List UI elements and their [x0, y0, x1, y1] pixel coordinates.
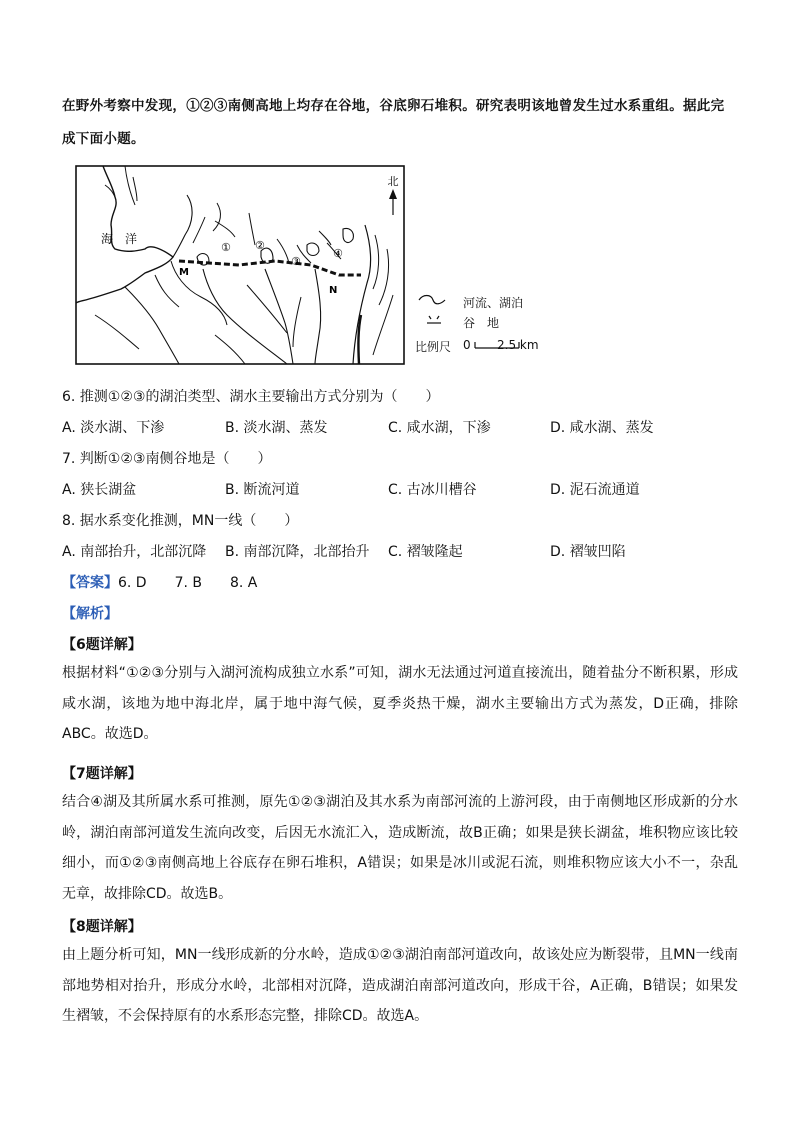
lake-4 [343, 228, 353, 242]
answer-line [62, 572, 257, 592]
question-8-stem: 8. 据水系变化推测，MN一线（ ） [62, 513, 299, 529]
detail-6-label: 【6题详解】 [62, 637, 142, 653]
q8-option-b: B. 南部沉降，北部抬升 [225, 544, 370, 560]
north-label: 北 [387, 175, 399, 188]
analysis-label: 【解析】 [62, 606, 118, 622]
scale-value: 2.5 km [497, 338, 539, 352]
intro-text: 在野外考察中发现，①②③南侧高地上均存在谷地，谷底卵石堆积。研究表明该地曾发生过水系重组。据此完成下面小题。 [62, 98, 725, 147]
map-frame [76, 166, 404, 364]
legend-river-icon [419, 296, 445, 304]
point-m-label: M [179, 267, 189, 278]
q7-option-b: B. 断流河道 [225, 482, 300, 498]
detail-8-label: 【8题详解】 [62, 919, 142, 935]
q6-option-a: A. 淡水湖、下渗 [62, 420, 165, 436]
river-system-map [75, 165, 405, 365]
scale-zero: 0 [463, 338, 471, 352]
legend-river-label: 河流、湖泊 [463, 296, 524, 310]
lake-label-3: ③ [291, 255, 301, 268]
point-n-label: N [329, 285, 338, 296]
answer-text: 6. D 7. B 8. A [118, 575, 258, 591]
q6-option-d: D. 咸水湖、蒸发 [550, 420, 654, 436]
q7-option-c: C. 古冰川槽谷 [388, 482, 477, 498]
q6-option-c: C. 咸水湖，下渗 [388, 420, 491, 436]
detail-7-label: 【7题详解】 [62, 766, 142, 782]
lake-label-4: ④ [333, 247, 343, 260]
question-6-stem: 6. 推测①②③的湖泊类型、湖水主要输出方式分别为（ ） [62, 389, 440, 405]
q7-option-a: A. 狭长湖盆 [62, 482, 137, 498]
detail-6-text: 根据材料“①②③分别与入湖河流构成独立水系”可知，湖水无法通过河道直接流出，随着盐分不断积累，形成咸水湖，该地为地中海北岸，属于地中海气候，夏季炎热干燥，湖水主要输出方式为蒸发，D正确，排除ABC。故选D。 [62, 665, 738, 742]
q8-option-c: C. 褶皱隆起 [388, 544, 463, 560]
legend-valley-icon [429, 316, 431, 319]
q6-option-b: B. 淡水湖、蒸发 [225, 420, 328, 436]
answer-label: 【答案】 [62, 575, 118, 591]
sea-label: 海 洋 [101, 232, 138, 246]
detail-8-text: 由上题分析可知，MN一线形成新的分水岭，造成①②③湖泊南部河道改向，故该处应为断裂带，且MN一线南部地势相对抬升，形成分水岭，北部相对沉降，造成湖泊南部河道改向，形成干谷，A正确，B错误；如果发生褶皱，不会保持原有的水系形态完整，排除CD。故选A。 [62, 947, 738, 1024]
scale-label: 比例尺 [415, 340, 452, 354]
lake-label-1: ① [221, 241, 231, 254]
lake-label-2: ② [255, 239, 265, 252]
map-svg [75, 165, 405, 365]
q8-option-a: A. 南部抬升，北部沉降 [62, 544, 207, 560]
question-7-stem: 7. 判断①②③南侧谷地是（ ） [62, 451, 272, 467]
lake-3 [307, 243, 319, 256]
q8-option-d: D. 褶皱凹陷 [550, 544, 626, 560]
legend-valley-label: 谷 地 [463, 316, 500, 330]
detail-7-text: 结合④湖及其所属水系可推测，原先①②③湖泊及其水系为南部河流的上游河段，由于南侧地区形成新的分水岭，湖泊南部河道发生流向改变，后因无水流汇入，造成断流，故B正确；如果是狭长湖盆，堆积物应该比较细小，而①②③南侧高地上谷底存在卵石堆积，A错误；如果是冰川或泥石流，则堆积物应该大小不一，杂乱无章，故排除CD。故选B。 [62, 794, 738, 902]
q7-option-d: D. 泥石流通道 [550, 482, 640, 498]
